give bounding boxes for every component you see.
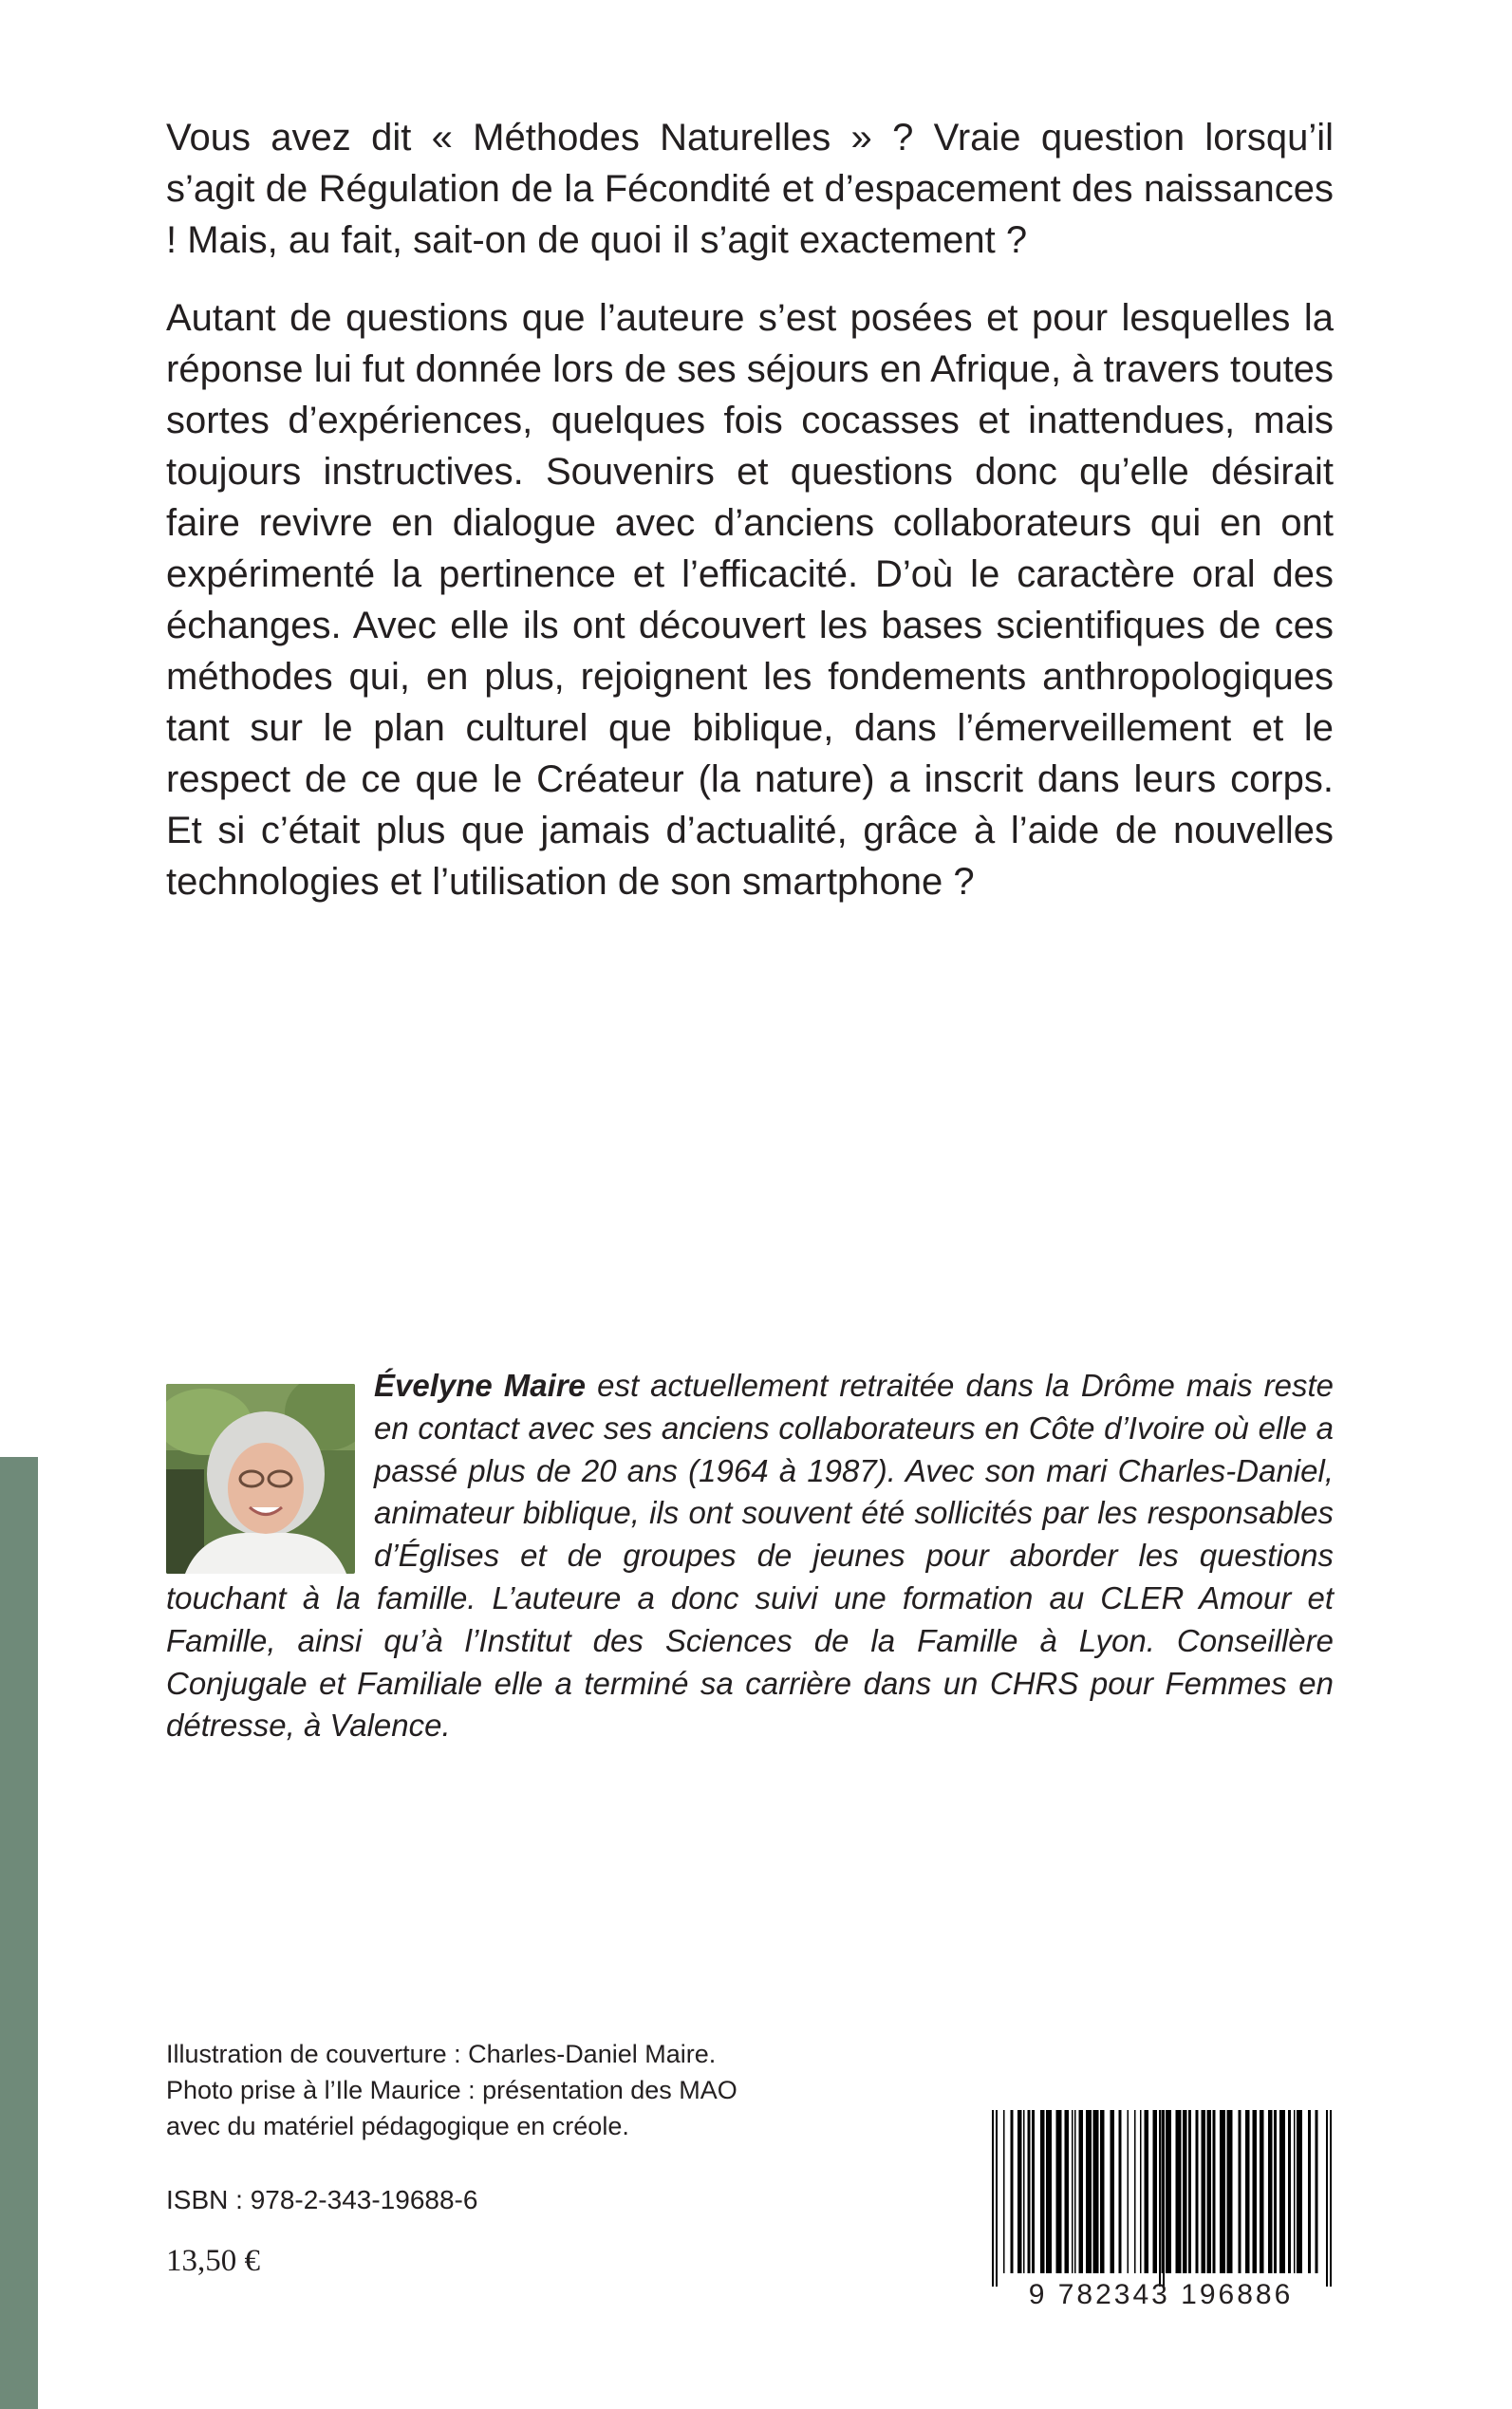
price: 13,50 € [166, 2244, 260, 2278]
barcode-bar [1074, 2110, 1076, 2273]
barcode-bar [1239, 2110, 1241, 2273]
barcode-guard-bar [1159, 2110, 1161, 2287]
barcode-bar [1086, 2110, 1092, 2273]
barcode-guard-bar [1326, 2110, 1328, 2287]
barcode [990, 2110, 1332, 2300]
barcode-bar [1245, 2110, 1250, 2273]
barcode-bar [1220, 2110, 1225, 2273]
barcode-bar [1072, 2110, 1073, 2273]
barcode-bar [1294, 2110, 1296, 2273]
barcode-bar [1032, 2110, 1035, 2273]
summary-paragraph-2: Autant de questions que l’auteure s’est posées et pour lesquelles la réponse lui fut donnée lors de ses séjours en Afrique, à travers toutes sortes d’expériences, quelques fois cocasses et inattendues, mais toujours instructives. Souvenirs et questions donc qu’elle désirait faire revivre en dialogue avec d’anciens collaborateurs qui en ont expérimenté la pertinence et l’efficacité. D’où le caractère oral des échanges. Avec elle ils ont découvert les bases scientifiques de ces méthodes qui, en plus, rejoignent les fondements anthropologiques tant sur le plan culturel que biblique, dans l’émerveillement et le respect de ce que le Créateur (la nature) a inscrit dans leurs corps. Et si c’était plus que jamais d’actualité, grâce à l’aide de nouvelles technologies et l’utilisation de son smartphone ? [166, 297, 1334, 903]
credits-line-photo: Photo prise à l’Ile Maurice : présentation des MAO [166, 2076, 737, 2104]
barcode-bar [1274, 2110, 1277, 2273]
barcode-bar [1288, 2110, 1291, 2273]
barcode-bar [1279, 2110, 1285, 2273]
barcode-bar [1023, 2110, 1025, 2273]
author-name: Évelyne Maire [374, 1368, 587, 1403]
barcode-bar [1196, 2110, 1199, 2273]
barcode-bar [1183, 2110, 1187, 2273]
barcode-bar [1260, 2110, 1264, 2273]
barcode-bar [1176, 2110, 1182, 2273]
barcode-bar [1140, 2110, 1142, 2273]
barcode-bar [1028, 2110, 1031, 2273]
barcode-bar [1188, 2110, 1191, 2273]
barcode-bar [1162, 2110, 1164, 2273]
barcode-bar [1207, 2110, 1212, 2273]
barcode-bar [1079, 2110, 1084, 2273]
barcode-guard-bar [996, 2110, 998, 2287]
barcode-bar [1040, 2110, 1045, 2273]
barcode-bar [1065, 2110, 1070, 2273]
barcode-bar [1145, 2110, 1149, 2273]
barcode-guard-bar [992, 2110, 994, 2287]
back-cover-summary [166, 112, 1334, 934]
cover-credits [166, 2036, 925, 2144]
barcode-guard-bar [1330, 2110, 1332, 2287]
barcode-bar [1227, 2110, 1233, 2273]
barcode-bar [1213, 2110, 1216, 2273]
barcode-bar [1166, 2110, 1171, 2273]
barcode-bar [1268, 2110, 1273, 2273]
credits-line-illustration: Illustration de couverture : Charles-Daniel Maire. [166, 2040, 717, 2068]
barcode-bar [1017, 2110, 1022, 2273]
barcode-bar [1093, 2110, 1099, 2273]
isbn-number: ISBN : 978-2-343-19688-6 [166, 2185, 478, 2214]
barcode-bar [1253, 2110, 1258, 2273]
barcode-bar [1308, 2110, 1311, 2273]
barcode-bar [1316, 2110, 1318, 2273]
credits-line-material: avec du matériel pédagogique en créole. [166, 2112, 629, 2140]
author-bio-text: est actuellement retraitée dans la Drôme mais reste en contact avec ses anciens collaborateurs en Côte d’Ivoire où elle a passé plus de 20 ans (1964 à 1987). Avec son mari Charles-Daniel, animateur biblique, ils ont souvent été sollicités par les responsables d’Églises et de groupes de jeunes pour aborder les questions touchant à la famille. L’auteure a donc suivi une formation au CLER Amour et Famille, ainsi qu’à l’Institut des Sciences de la Famille à Lyon. Conseillère Conjugale et Familiale elle a terminé sa carrière dans un CHRS pour Femmes en détresse, à Valence. [166, 1368, 1335, 1744]
barcode-bar [1056, 2110, 1062, 2273]
barcode-digits: 9 782343 196886 [1028, 2279, 1294, 2310]
barcode-guard-bar [1163, 2110, 1165, 2287]
author-photo [166, 1384, 355, 1574]
barcode-bar [1003, 2110, 1005, 2273]
summary-paragraph-1: Vous avez dit « Méthodes Naturelles » ? Vraie question lorsqu’il s’agit de Régulation de la Fécondité et d’espacement des naissances ! Mais, au fait, sait-on de quoi il s’agit exactement ? [166, 117, 1334, 261]
spine-color-strip [0, 1457, 38, 2409]
barcode-bar [1297, 2110, 1302, 2273]
author-biography [166, 1365, 1334, 1747]
barcode-bar [1153, 2110, 1158, 2273]
barcode-bar [1119, 2110, 1122, 2273]
barcode-bar [1202, 2110, 1206, 2273]
barcode-bar [1100, 2110, 1105, 2273]
barcode-bar [1111, 2110, 1115, 2273]
barcode-bar [1128, 2110, 1129, 2273]
barcode-bar [1134, 2110, 1136, 2273]
barcode-bar [1046, 2110, 1052, 2273]
barcode-bar [1011, 2110, 1014, 2273]
